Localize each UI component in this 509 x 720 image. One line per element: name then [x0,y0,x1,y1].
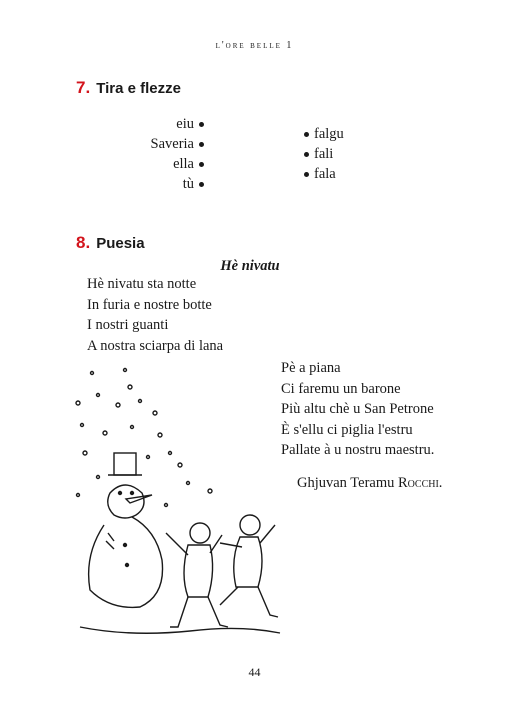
bullet-dot-icon [199,182,204,187]
match-right-item[interactable] [304,164,424,184]
bullet-dot-icon [199,142,204,147]
section-8-heading [76,233,145,253]
poem-line: Pallate à u nostru maestru. [281,442,435,458]
match-left-label: eiu [176,116,194,132]
author-last-name: Rocchi. [398,475,443,491]
section-8-number: 8. [76,233,91,252]
snowflakes-icon [76,369,212,507]
match-right-column [304,124,424,184]
section-8-title: Puesia [96,235,145,252]
child-figure-icon [220,515,278,617]
ground-line [80,627,280,633]
poem-line: Pè a piana [281,360,341,376]
poem-line: Ci faremu un barone [281,380,401,397]
snowman-kids-illustration [70,365,285,645]
match-right-item[interactable] [304,124,424,144]
bullet-dot-icon [304,172,309,177]
section-7-title: Tira e flezze [96,80,181,97]
match-left-label: tù [182,176,194,192]
match-left-item[interactable] [120,134,204,154]
poem-title: Hè nivatu [220,258,280,274]
poem-author [297,475,442,492]
match-left-column [120,114,204,194]
match-right-item[interactable] [304,144,424,164]
match-right-label: falgu [314,126,344,142]
author-first-name: Ghjuvan Teramu [297,475,395,491]
match-right-label: fali [314,146,334,162]
match-left-item[interactable] [120,174,204,194]
match-left-item[interactable] [120,114,204,134]
poem-line: È s'ellu ci piglia l'estru [281,421,413,438]
bullet-dot-icon [304,132,309,137]
match-left-label: ella [173,156,194,172]
section-7-number: 7. [76,78,91,97]
bullet-dot-icon [199,162,204,167]
poem-stanza-2 [281,358,434,461]
running-head: l'ore belle 1 [215,40,294,51]
match-left-item[interactable] [120,154,204,174]
bullet-dot-icon [304,152,309,157]
poem-stanza-1 [87,274,223,356]
poem-line: A nostra sciarpa di lana [87,337,224,354]
child-figure-icon [166,523,228,627]
poem-line: In furia e nostre botte [87,296,212,313]
poem-line: I nostri guanti [87,317,169,333]
page-number: 44 [248,665,261,679]
match-left-label: Saveria [150,136,194,152]
section-7-heading [76,78,181,98]
match-right-label: fala [314,166,336,182]
bullet-dot-icon [199,122,204,127]
poem-line: Più altu chè u San Petrone [281,401,434,417]
poem-line: Hè nivatu sta notte [87,276,197,292]
